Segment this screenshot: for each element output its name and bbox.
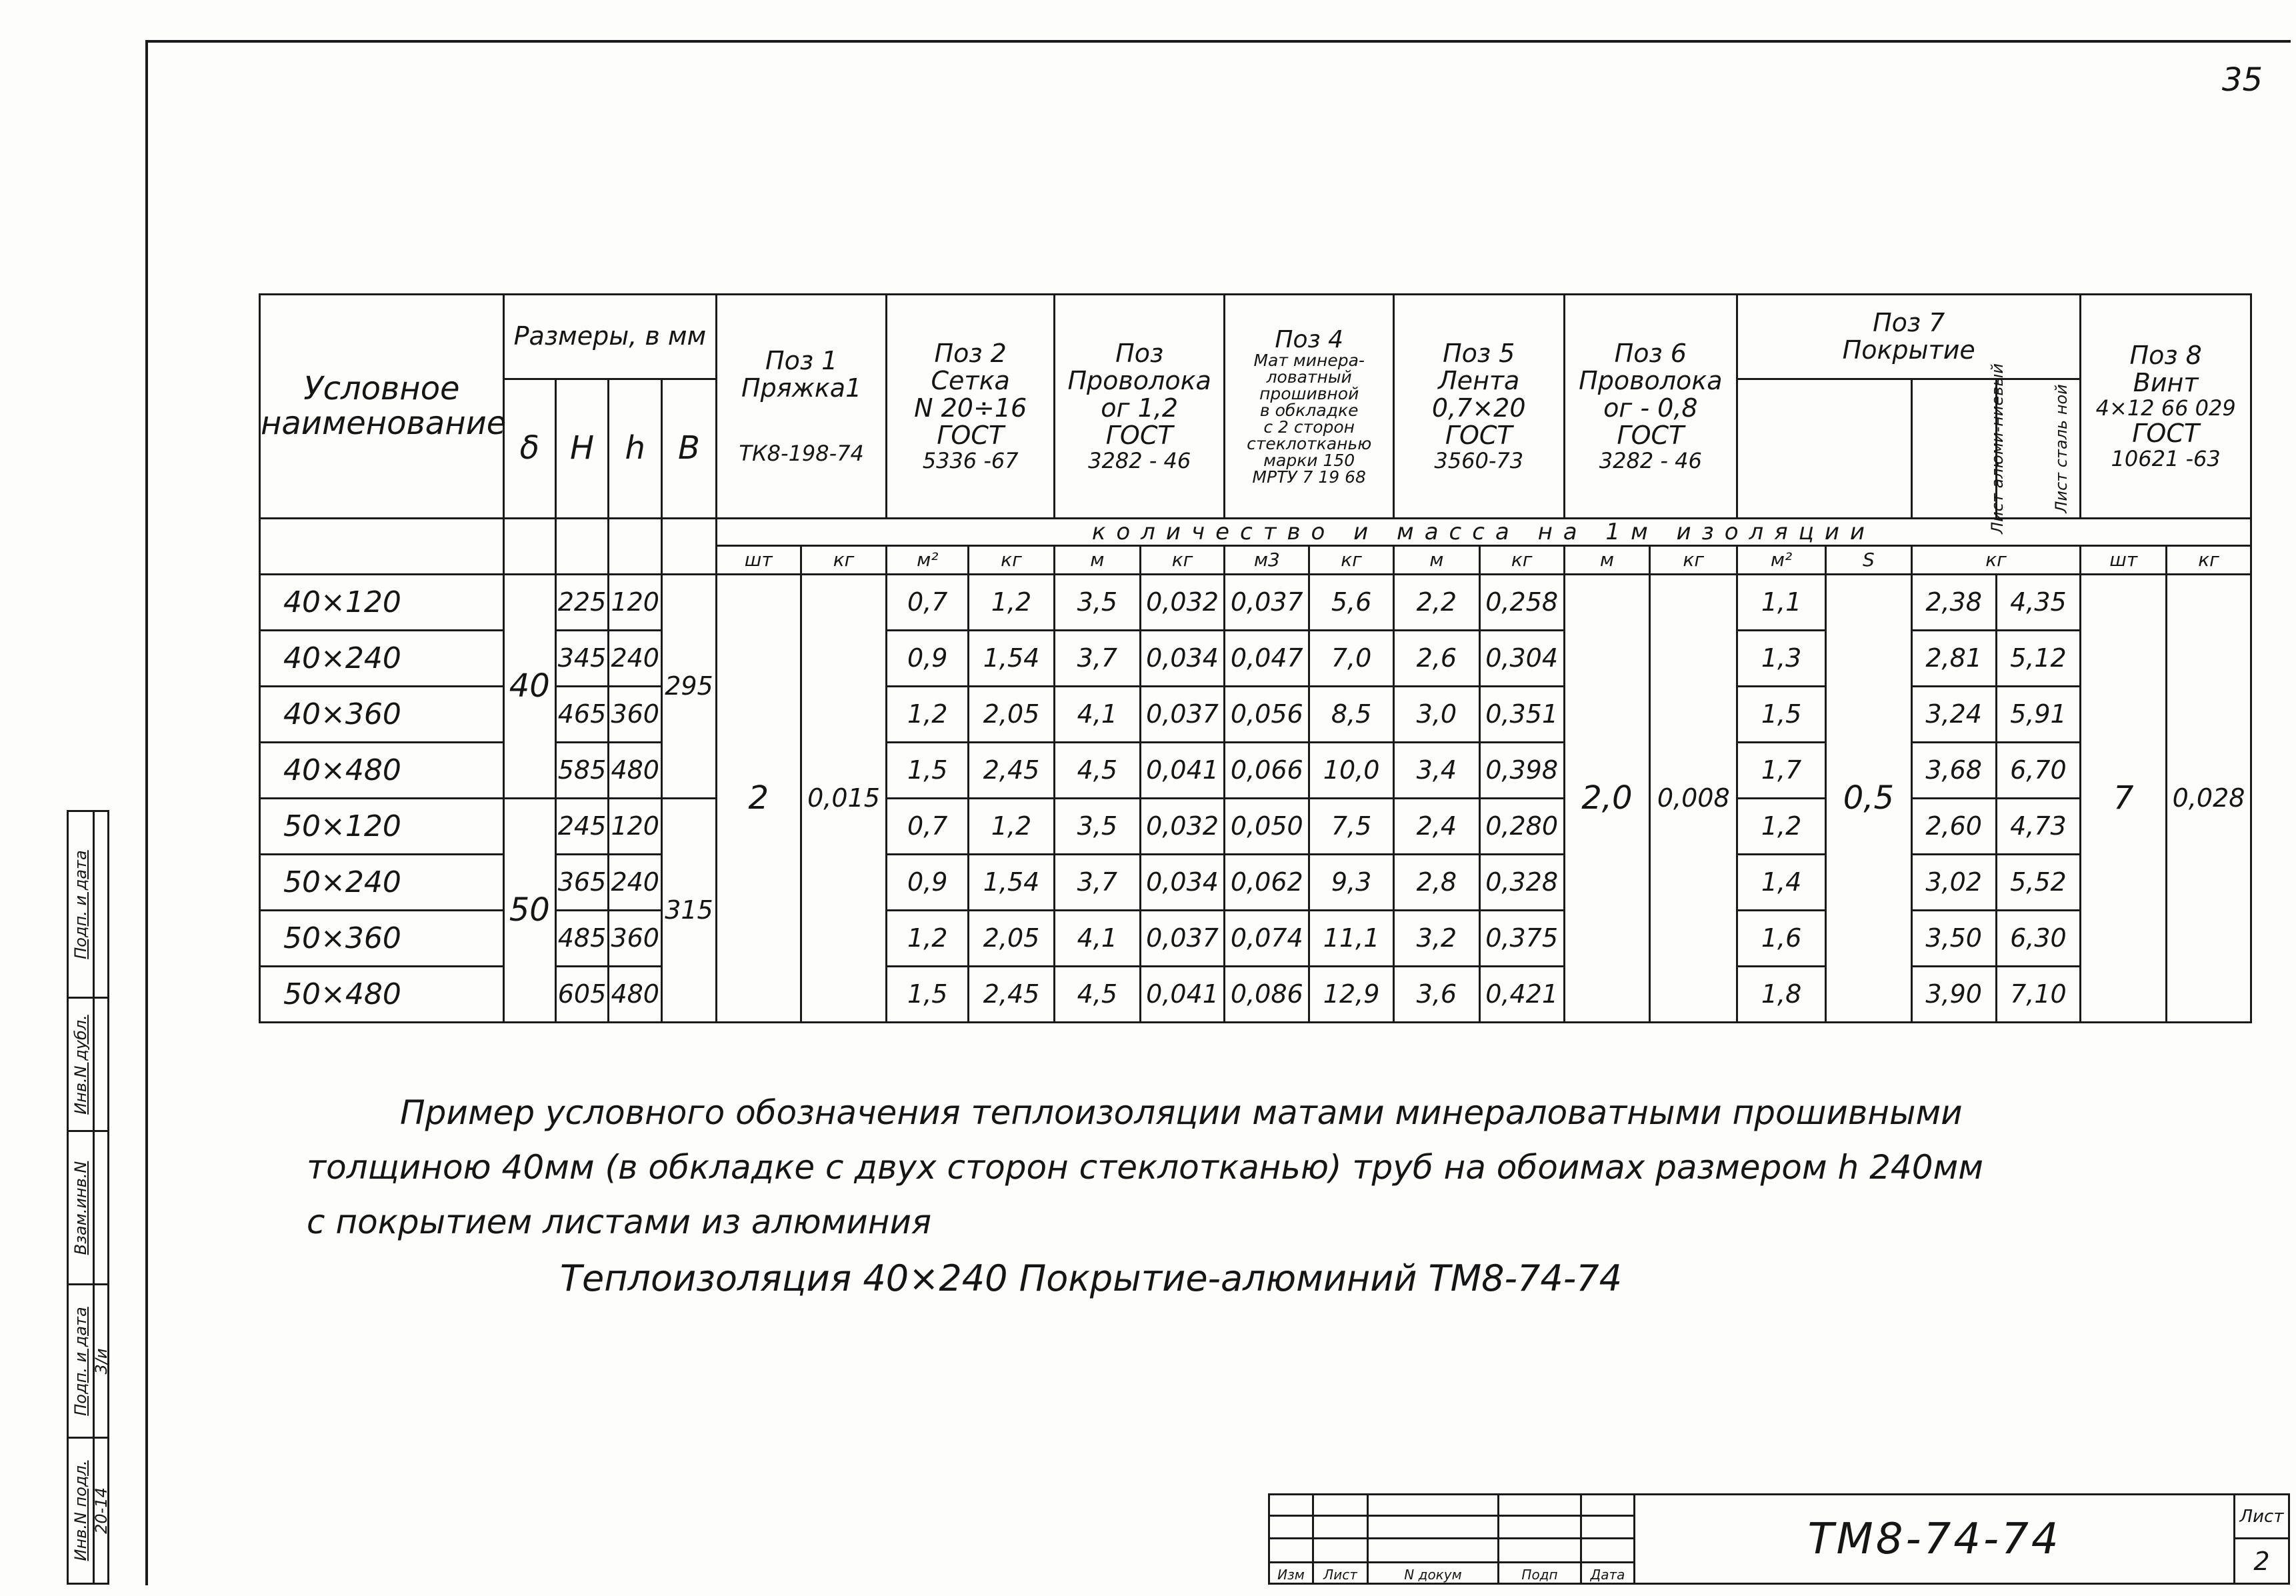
row-p7-al: 3,02 <box>1911 855 1996 911</box>
row-h: 240 <box>609 631 662 687</box>
unit-p1-kg: кг <box>801 546 887 575</box>
page-number: 35 <box>2221 61 2263 99</box>
row-p2-kg: 1,54 <box>969 631 1055 687</box>
row-p3-m: 3,7 <box>1054 631 1140 687</box>
title-block-col-sheet: Лист <box>1313 1563 1368 1584</box>
header-pos7-sheet-al: Лист алюми-ниевый <box>1911 379 1996 519</box>
row-p5-m: 2,6 <box>1393 631 1479 687</box>
row-p2-kg: 1,2 <box>969 799 1055 855</box>
row-H: 225 <box>555 575 609 631</box>
row-p3-kg: 0,032 <box>1140 575 1225 631</box>
row-p4-kg: 10,0 <box>1309 743 1394 799</box>
unit-p3-m: м <box>1054 546 1140 575</box>
unit-p6-m: м <box>1564 546 1650 575</box>
side-value-blank <box>94 811 109 998</box>
row-p7-st: 4,73 <box>1996 799 2081 855</box>
row-p5-m: 3,4 <box>1393 743 1479 799</box>
row-p2-kg: 2,45 <box>969 967 1055 1023</box>
unit-p8-sht: шт <box>2081 546 2167 575</box>
p1-sht: 2 <box>716 575 801 1023</box>
row-p4-kg: 5,6 <box>1309 575 1394 631</box>
title-block-sheet-label: Лист <box>2235 1495 2289 1539</box>
row-p4-m3: 0,050 <box>1225 799 1309 855</box>
note-line-2: толщиною 40мм (в обкладке с двух сторон стеклотканью) труб на обоимах размером h 240мм <box>307 1148 1983 1187</box>
header-delta: δ <box>503 379 555 519</box>
title-block-code: ТМ8-74-74 <box>1635 1495 2235 1584</box>
unit-p4-m3: м3 <box>1225 546 1309 575</box>
header-pos5: Поз 5 Лента 0,7×20 ГОСТ 3560-73 <box>1393 295 1564 519</box>
row-p7-m2: 1,5 <box>1737 687 1826 743</box>
row-p5-m: 2,8 <box>1393 855 1479 911</box>
row-name: 40×360 <box>260 687 504 743</box>
row-H: 365 <box>555 855 609 911</box>
p8-sht: 7 <box>2081 575 2167 1023</box>
summary-label: количество и масса на 1м изоляции <box>716 519 2251 546</box>
row-p2-m2: 1,5 <box>887 743 969 799</box>
side-value-blank <box>94 1131 109 1285</box>
row-p7-m2: 1,2 <box>1737 799 1826 855</box>
p6-kg: 0,008 <box>1650 575 1737 1023</box>
side-value-blank <box>94 998 109 1131</box>
note-line-3: с покрытием листами из алюминия <box>307 1203 932 1241</box>
row-p7-al: 2,38 <box>1911 575 1996 631</box>
header-pos8: Поз 8 Винт 4×12 66 029 ГОСТ 10621 -63 <box>2081 295 2251 519</box>
row-H: 245 <box>555 799 609 855</box>
row-p2-kg: 1,54 <box>969 855 1055 911</box>
row-H: 345 <box>555 631 609 687</box>
group-delta: 40 <box>503 575 555 799</box>
row-p5-m: 3,6 <box>1393 967 1479 1023</box>
group-B: 315 <box>662 799 717 1023</box>
header-B: В <box>662 379 717 519</box>
row-H: 605 <box>555 967 609 1023</box>
row-p7-al: 3,24 <box>1911 687 1996 743</box>
row-p3-kg: 0,034 <box>1140 631 1225 687</box>
table-row <box>260 687 2251 743</box>
row-p4-kg: 7,5 <box>1309 799 1394 855</box>
row-p5-m: 3,0 <box>1393 687 1479 743</box>
header-dims: Размеры, в мм <box>503 295 716 379</box>
title-block-col-sign: Подп <box>1499 1563 1581 1584</box>
side-label-sign-date: Подп. и дата <box>68 1285 94 1438</box>
p1-kg: 0,015 <box>801 575 887 1023</box>
unit-p2-kg: кг <box>969 546 1055 575</box>
unit-p2-m2: м² <box>887 546 969 575</box>
row-p7-st: 5,12 <box>1996 631 2081 687</box>
side-value-sign: 3/и <box>94 1285 109 1438</box>
unit-p3-kg: кг <box>1140 546 1225 575</box>
row-p7-st: 5,91 <box>1996 687 2081 743</box>
specification-table <box>259 293 2252 1023</box>
row-name: 40×480 <box>260 743 504 799</box>
header-pos3: Поз Проволока ог 1,2 ГОСТ 3282 - 46 <box>1054 295 1225 519</box>
row-p4-m3: 0,074 <box>1225 911 1309 967</box>
title-block-col-doc: N докум <box>1368 1563 1499 1584</box>
group-delta: 50 <box>503 799 555 1023</box>
table-row <box>260 631 2251 687</box>
side-label-dup-inv: Инв.N дубл. <box>68 998 94 1131</box>
row-p7-al: 2,81 <box>1911 631 1996 687</box>
row-p7-al: 3,50 <box>1911 911 1996 967</box>
row-H: 465 <box>555 687 609 743</box>
side-label-replace-inv: Взам.инв.N <box>68 1131 94 1285</box>
header-H: Н <box>555 379 609 519</box>
summary-name-blank <box>260 519 504 575</box>
group-B: 295 <box>662 575 717 799</box>
row-p3-kg: 0,037 <box>1140 911 1225 967</box>
row-H: 485 <box>555 911 609 967</box>
side-label-orig-inv: Инв.N подл. <box>68 1438 94 1584</box>
row-h: 480 <box>609 967 662 1023</box>
row-p7-st: 5,52 <box>1996 855 2081 911</box>
title-block-sheet-number: 2 <box>2235 1539 2289 1584</box>
unit-p4-kg: кг <box>1309 546 1394 575</box>
row-p4-m3: 0,047 <box>1225 631 1309 687</box>
row-p4-m3: 0,086 <box>1225 967 1309 1023</box>
title-block-col-date: Дата <box>1581 1563 1635 1584</box>
row-name: 50×120 <box>260 799 504 855</box>
row-p3-kg: 0,041 <box>1140 743 1225 799</box>
row-p3-kg: 0,034 <box>1140 855 1225 911</box>
header-name: Условное наименование <box>260 295 504 519</box>
title-block <box>1268 1493 2290 1585</box>
row-p4-kg: 12,9 <box>1309 967 1394 1023</box>
side-value-orig-inv: 20-14 <box>94 1438 109 1584</box>
row-name: 50×240 <box>260 855 504 911</box>
row-p5-m: 2,4 <box>1393 799 1479 855</box>
row-p7-m2: 1,4 <box>1737 855 1826 911</box>
unit-p7-s: S <box>1826 546 1912 575</box>
row-h: 120 <box>609 799 662 855</box>
row-p4-kg: 8,5 <box>1309 687 1394 743</box>
row-p3-kg: 0,037 <box>1140 687 1225 743</box>
header-pos7-blank <box>1737 379 1912 519</box>
table-row <box>260 911 2251 967</box>
row-p5-kg: 0,280 <box>1479 799 1564 855</box>
p7-s: 0,5 <box>1826 575 1912 1023</box>
header-h: h <box>609 379 662 519</box>
row-p5-m: 2,2 <box>1393 575 1479 631</box>
row-p5-kg: 0,258 <box>1479 575 1564 631</box>
summary-B-blank <box>662 519 717 575</box>
table-row <box>260 855 2251 911</box>
table-row <box>260 575 2251 631</box>
row-p3-m: 4,1 <box>1054 687 1140 743</box>
row-p5-kg: 0,304 <box>1479 631 1564 687</box>
row-p7-m2: 1,8 <box>1737 967 1826 1023</box>
row-p7-al: 2,60 <box>1911 799 1996 855</box>
row-p5-kg: 0,375 <box>1479 911 1564 967</box>
row-p2-m2: 1,2 <box>887 911 969 967</box>
row-p7-m2: 1,7 <box>1737 743 1826 799</box>
row-p5-m: 3,2 <box>1393 911 1479 967</box>
row-p2-kg: 2,05 <box>969 911 1055 967</box>
header-pos7-sheet-steel: Лист сталь ной <box>1996 379 2081 519</box>
unit-p1-sht: шт <box>716 546 801 575</box>
approval-strip <box>67 810 109 1585</box>
row-h: 360 <box>609 911 662 967</box>
row-p3-m: 4,5 <box>1054 967 1140 1023</box>
row-p3-m: 4,5 <box>1054 743 1140 799</box>
row-p7-st: 4,35 <box>1996 575 2081 631</box>
row-p7-st: 7,10 <box>1996 967 2081 1023</box>
row-p5-kg: 0,398 <box>1479 743 1564 799</box>
table-row <box>260 799 2251 855</box>
unit-p5-kg: кг <box>1479 546 1564 575</box>
row-H: 585 <box>555 743 609 799</box>
row-name: 50×480 <box>260 967 504 1023</box>
row-p2-m2: 0,9 <box>887 855 969 911</box>
row-p7-st: 6,70 <box>1996 743 2081 799</box>
row-h: 240 <box>609 855 662 911</box>
header-pos1: Поз 1 Пряжка1 ТК8-198-74 <box>716 295 887 519</box>
row-p3-m: 3,7 <box>1054 855 1140 911</box>
row-p3-m: 4,1 <box>1054 911 1140 967</box>
row-h: 360 <box>609 687 662 743</box>
table-row <box>260 967 2251 1023</box>
row-p7-m2: 1,6 <box>1737 911 1826 967</box>
header-pos2: Поз 2 Сетка N 20÷16 ГОСТ 5336 -67 <box>887 295 1054 519</box>
unit-p7-m2: м² <box>1737 546 1826 575</box>
row-p2-m2: 0,7 <box>887 575 969 631</box>
header-pos6: Поз 6 Проволока ог - 0,8 ГОСТ 3282 - 46 <box>1564 295 1737 519</box>
row-p4-kg: 9,3 <box>1309 855 1394 911</box>
row-p7-al: 3,90 <box>1911 967 1996 1023</box>
row-p2-m2: 0,9 <box>887 631 969 687</box>
row-p3-kg: 0,041 <box>1140 967 1225 1023</box>
summary-h-blank <box>609 519 662 575</box>
row-p7-m2: 1,3 <box>1737 631 1826 687</box>
p8-kg: 0,028 <box>2167 575 2251 1023</box>
row-p7-m2: 1,1 <box>1737 575 1826 631</box>
summary-row <box>260 519 2251 546</box>
row-p2-m2: 0,7 <box>887 799 969 855</box>
header-pos4: Поз 4 Мат минера- ловатный прошивной в обкладке с 2 сторон стеклотканью марки 150 МРТУ 7 19 68 <box>1225 295 1394 519</box>
row-p7-al: 3,68 <box>1911 743 1996 799</box>
summary-H-blank <box>555 519 609 575</box>
row-p5-kg: 0,421 <box>1479 967 1564 1023</box>
note-line-1: Пример условного обозначения теплоизоляции матами минераловатными прошивными <box>400 1093 1963 1132</box>
row-p2-m2: 1,5 <box>887 967 969 1023</box>
row-p4-m3: 0,037 <box>1225 575 1309 631</box>
table-row <box>260 743 2251 799</box>
row-p4-kg: 11,1 <box>1309 911 1394 967</box>
unit-p7-kg: кг <box>1911 546 2081 575</box>
row-p4-m3: 0,056 <box>1225 687 1309 743</box>
unit-p6-kg: кг <box>1650 546 1737 575</box>
row-name: 40×120 <box>260 575 504 631</box>
summary-delta-blank <box>503 519 555 575</box>
unit-p8-kg: кг <box>2167 546 2251 575</box>
row-p2-kg: 1,2 <box>969 575 1055 631</box>
row-name: 40×240 <box>260 631 504 687</box>
row-p7-st: 6,30 <box>1996 911 2081 967</box>
row-p4-m3: 0,066 <box>1225 743 1309 799</box>
row-name: 50×360 <box>260 911 504 967</box>
p6-m: 2,0 <box>1564 575 1650 1023</box>
row-p5-kg: 0,328 <box>1479 855 1564 911</box>
row-p2-kg: 2,45 <box>969 743 1055 799</box>
row-p2-m2: 1,2 <box>887 687 969 743</box>
note-designation: Теплоизоляция 40×240 Покрытие-алюминий ТМ8-74-74 <box>560 1257 1622 1299</box>
header-row-1 <box>260 295 2251 379</box>
row-p2-kg: 2,05 <box>969 687 1055 743</box>
unit-p5-m: м <box>1393 546 1479 575</box>
row-p5-kg: 0,351 <box>1479 687 1564 743</box>
side-label-sign-date-2: Подп. и дата <box>68 811 94 998</box>
row-h: 120 <box>609 575 662 631</box>
row-p4-m3: 0,062 <box>1225 855 1309 911</box>
row-p3-m: 3,5 <box>1054 575 1140 631</box>
row-p4-kg: 7,0 <box>1309 631 1394 687</box>
row-h: 480 <box>609 743 662 799</box>
header-pos7: Поз 7 Покрытие <box>1737 295 2081 379</box>
title-block-col-rev: Изм <box>1269 1563 1313 1584</box>
row-p3-m: 3,5 <box>1054 799 1140 855</box>
row-p3-kg: 0,032 <box>1140 799 1225 855</box>
